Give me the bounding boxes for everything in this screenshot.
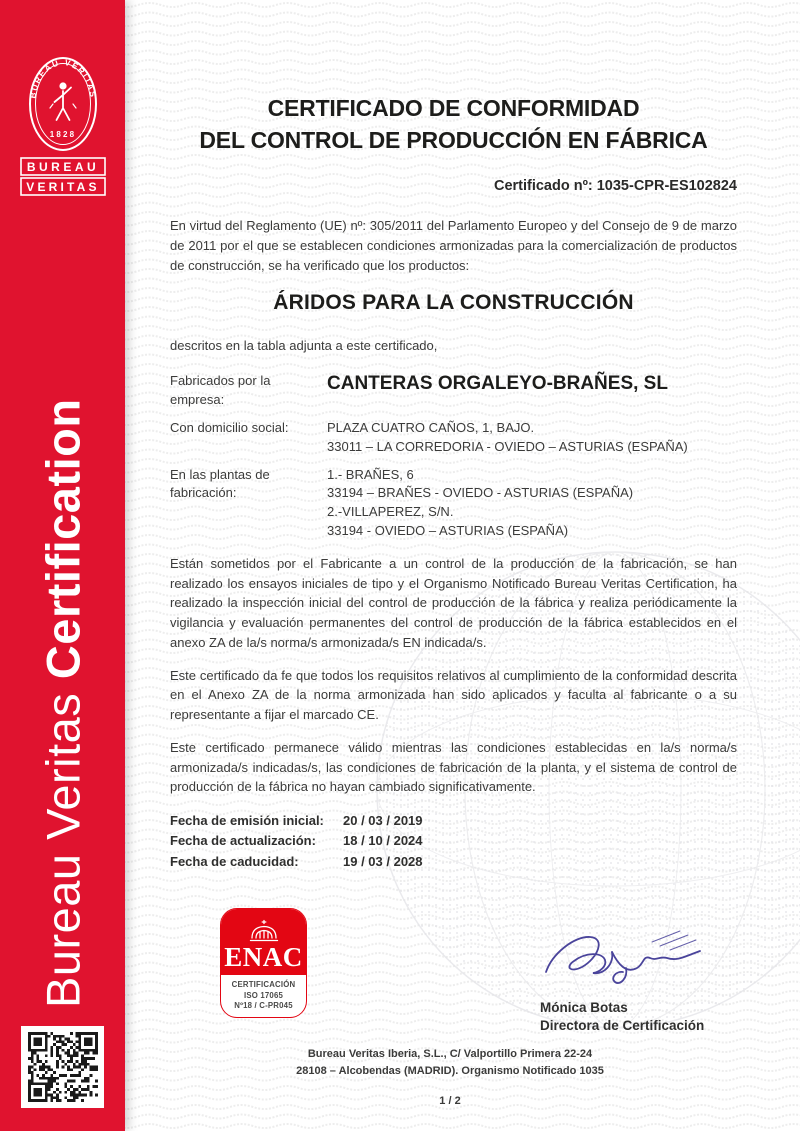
- detail-value-manufacturer: CANTERAS ORGALEYO-BRAÑES, SL: [327, 373, 668, 395]
- title-line-2: DEL CONTROL DE PRODUCCIÓN EN FÁBRICA: [199, 126, 708, 153]
- date-value-update: 18 / 10 / 2024: [343, 833, 423, 849]
- enac-badge-top: [221, 909, 306, 975]
- certificate-number: Certificado nº: 1035-CPR-ES102824: [493, 178, 737, 195]
- emblem-arc-text: BUREAU VERITAS: [28, 58, 98, 100]
- document-title: [170, 93, 737, 156]
- detail-label-plants: En las plantas de fabricación:: [170, 466, 270, 501]
- plant-line-1: 1.- BRAÑES, 6: [327, 466, 414, 482]
- product-title: ÁRIDOS PARA LA CONSTRUCCIÓN: [273, 290, 634, 314]
- enac-line-2: ISO 17065: [243, 990, 284, 1000]
- dates-block: [170, 812, 737, 871]
- date-label-expiry: Fecha de caducidad:: [170, 853, 299, 869]
- address-line-1: PLAZA CUATRO CAÑOS, 1, BAJO.: [327, 419, 535, 435]
- detail-label-address: Con domicilio social:: [170, 419, 289, 435]
- date-label-update: Fecha de actualización:: [170, 833, 316, 849]
- crown-icon: [245, 919, 283, 943]
- title-line-1: CERTIFICADO DE CONFORMIDAD: [267, 95, 640, 121]
- date-value-initial: 20 / 03 / 2019: [343, 813, 423, 829]
- enac-name: ENAC: [224, 942, 303, 972]
- qr-code: [28, 1032, 98, 1102]
- enac-accreditation-badge: [220, 908, 307, 1018]
- emblem-box2-text: VERITAS: [26, 179, 100, 194]
- detail-value-address: [327, 419, 737, 457]
- detail-value-plants: [327, 466, 737, 541]
- plant-line-3: 2.-VILLAPEREZ, S/N.: [327, 504, 454, 520]
- emblem-year: 1828: [49, 130, 77, 139]
- detail-label-manufacturer: Fabricados por la empresa:: [170, 373, 271, 408]
- brand-sidebar: [0, 0, 125, 1131]
- sidebar-vertical-bold: Certification: [36, 398, 89, 680]
- bureau-veritas-logo: [15, 48, 111, 200]
- enac-badge-bottom: [221, 975, 306, 1017]
- signer-name: Mónica Botas: [540, 1000, 628, 1015]
- enac-line-3: Nº18 / C-PR045: [234, 1001, 293, 1011]
- page-number: 1 / 2: [439, 1095, 461, 1107]
- plant-line-4: 33194 - OVIEDO – ASTURIAS (ESPAÑA): [327, 523, 569, 539]
- paragraph-annex-za: Este certificado da fe que todos los requisitos relativos al cumplimiento de la conformidad descrita en el Anexo ZA de la norma armonizada han sido aplicados y faculta al fabricante o a su representante a fijar el marcado CE.: [170, 667, 737, 723]
- qr-code-box: [21, 1026, 104, 1108]
- enac-line-1: CERTIFICACIÓN: [231, 979, 296, 989]
- signer-role: Directora de Certificación: [540, 1018, 705, 1034]
- date-label-initial: Fecha de emisión inicial:: [170, 813, 324, 829]
- manufacturer-details: [170, 372, 737, 541]
- intro-paragraph: En virtud del Reglamento (UE) nº: 305/2011 del Parlamento Europeo y del Consejo de 9 de marzo de 2011 por el que se establecen condiciones armonizadas para la comercialización de productos de construcción, se ha verificado que los productos:: [170, 218, 737, 273]
- emblem-box1-text: BUREAU: [26, 159, 100, 174]
- emblem-figure: [50, 82, 76, 120]
- address-line-2: 33011 – LA CORREDORIA - OVIEDO – ASTURIAS (ESPAÑA): [327, 438, 688, 454]
- signature-block: [540, 924, 775, 1035]
- table-reference-note: descritos en la tabla adjunta a este certificado,: [170, 337, 438, 353]
- footer: [140, 1046, 760, 1110]
- paragraph-fpc: Están sometidos por el Fabricante a un control de la producción de la fabricación, se han realizado los ensayos iniciales de tipo y el Organismo Notificado Bureau Veritas Certification, ha realizado la inspección inicial del control de producción de la fábrica y realiza periódicamente la vigilancia y evaluación permanentes del control de producción de la fábrica establecidos en el anexo ZA de la/s norma/s armonizada/s EN indicada/s.: [170, 555, 737, 650]
- signature-stroke: [540, 924, 715, 992]
- footer-line-1: Bureau Veritas Iberia, S.L., C/ Valportillo Primera 22-24: [307, 1048, 593, 1060]
- paragraph-validity: Este certificado permanece válido mientras las condiciones establecidas en la/s norma/s armonizada/s indicadas/s, las condiciones de fabricación de la planta, y el sistema de control de producción de la fábrica no hayan cambiado significativamente.: [170, 739, 737, 795]
- sidebar-vertical-title: [36, 202, 89, 1008]
- sidebar-vertical-regular: Bureau Veritas: [36, 679, 89, 1008]
- plant-line-2: 33194 – BRAÑES - OVIEDO - ASTURIAS (ESPAÑA): [327, 485, 634, 501]
- legal-paragraphs: [170, 554, 737, 797]
- certificate-body: [170, 0, 737, 871]
- date-value-expiry: 19 / 03 / 2028: [343, 853, 423, 869]
- footer-line-2: 28108 – Alcobendas (MADRID). Organismo Notificado 1035: [296, 1064, 604, 1077]
